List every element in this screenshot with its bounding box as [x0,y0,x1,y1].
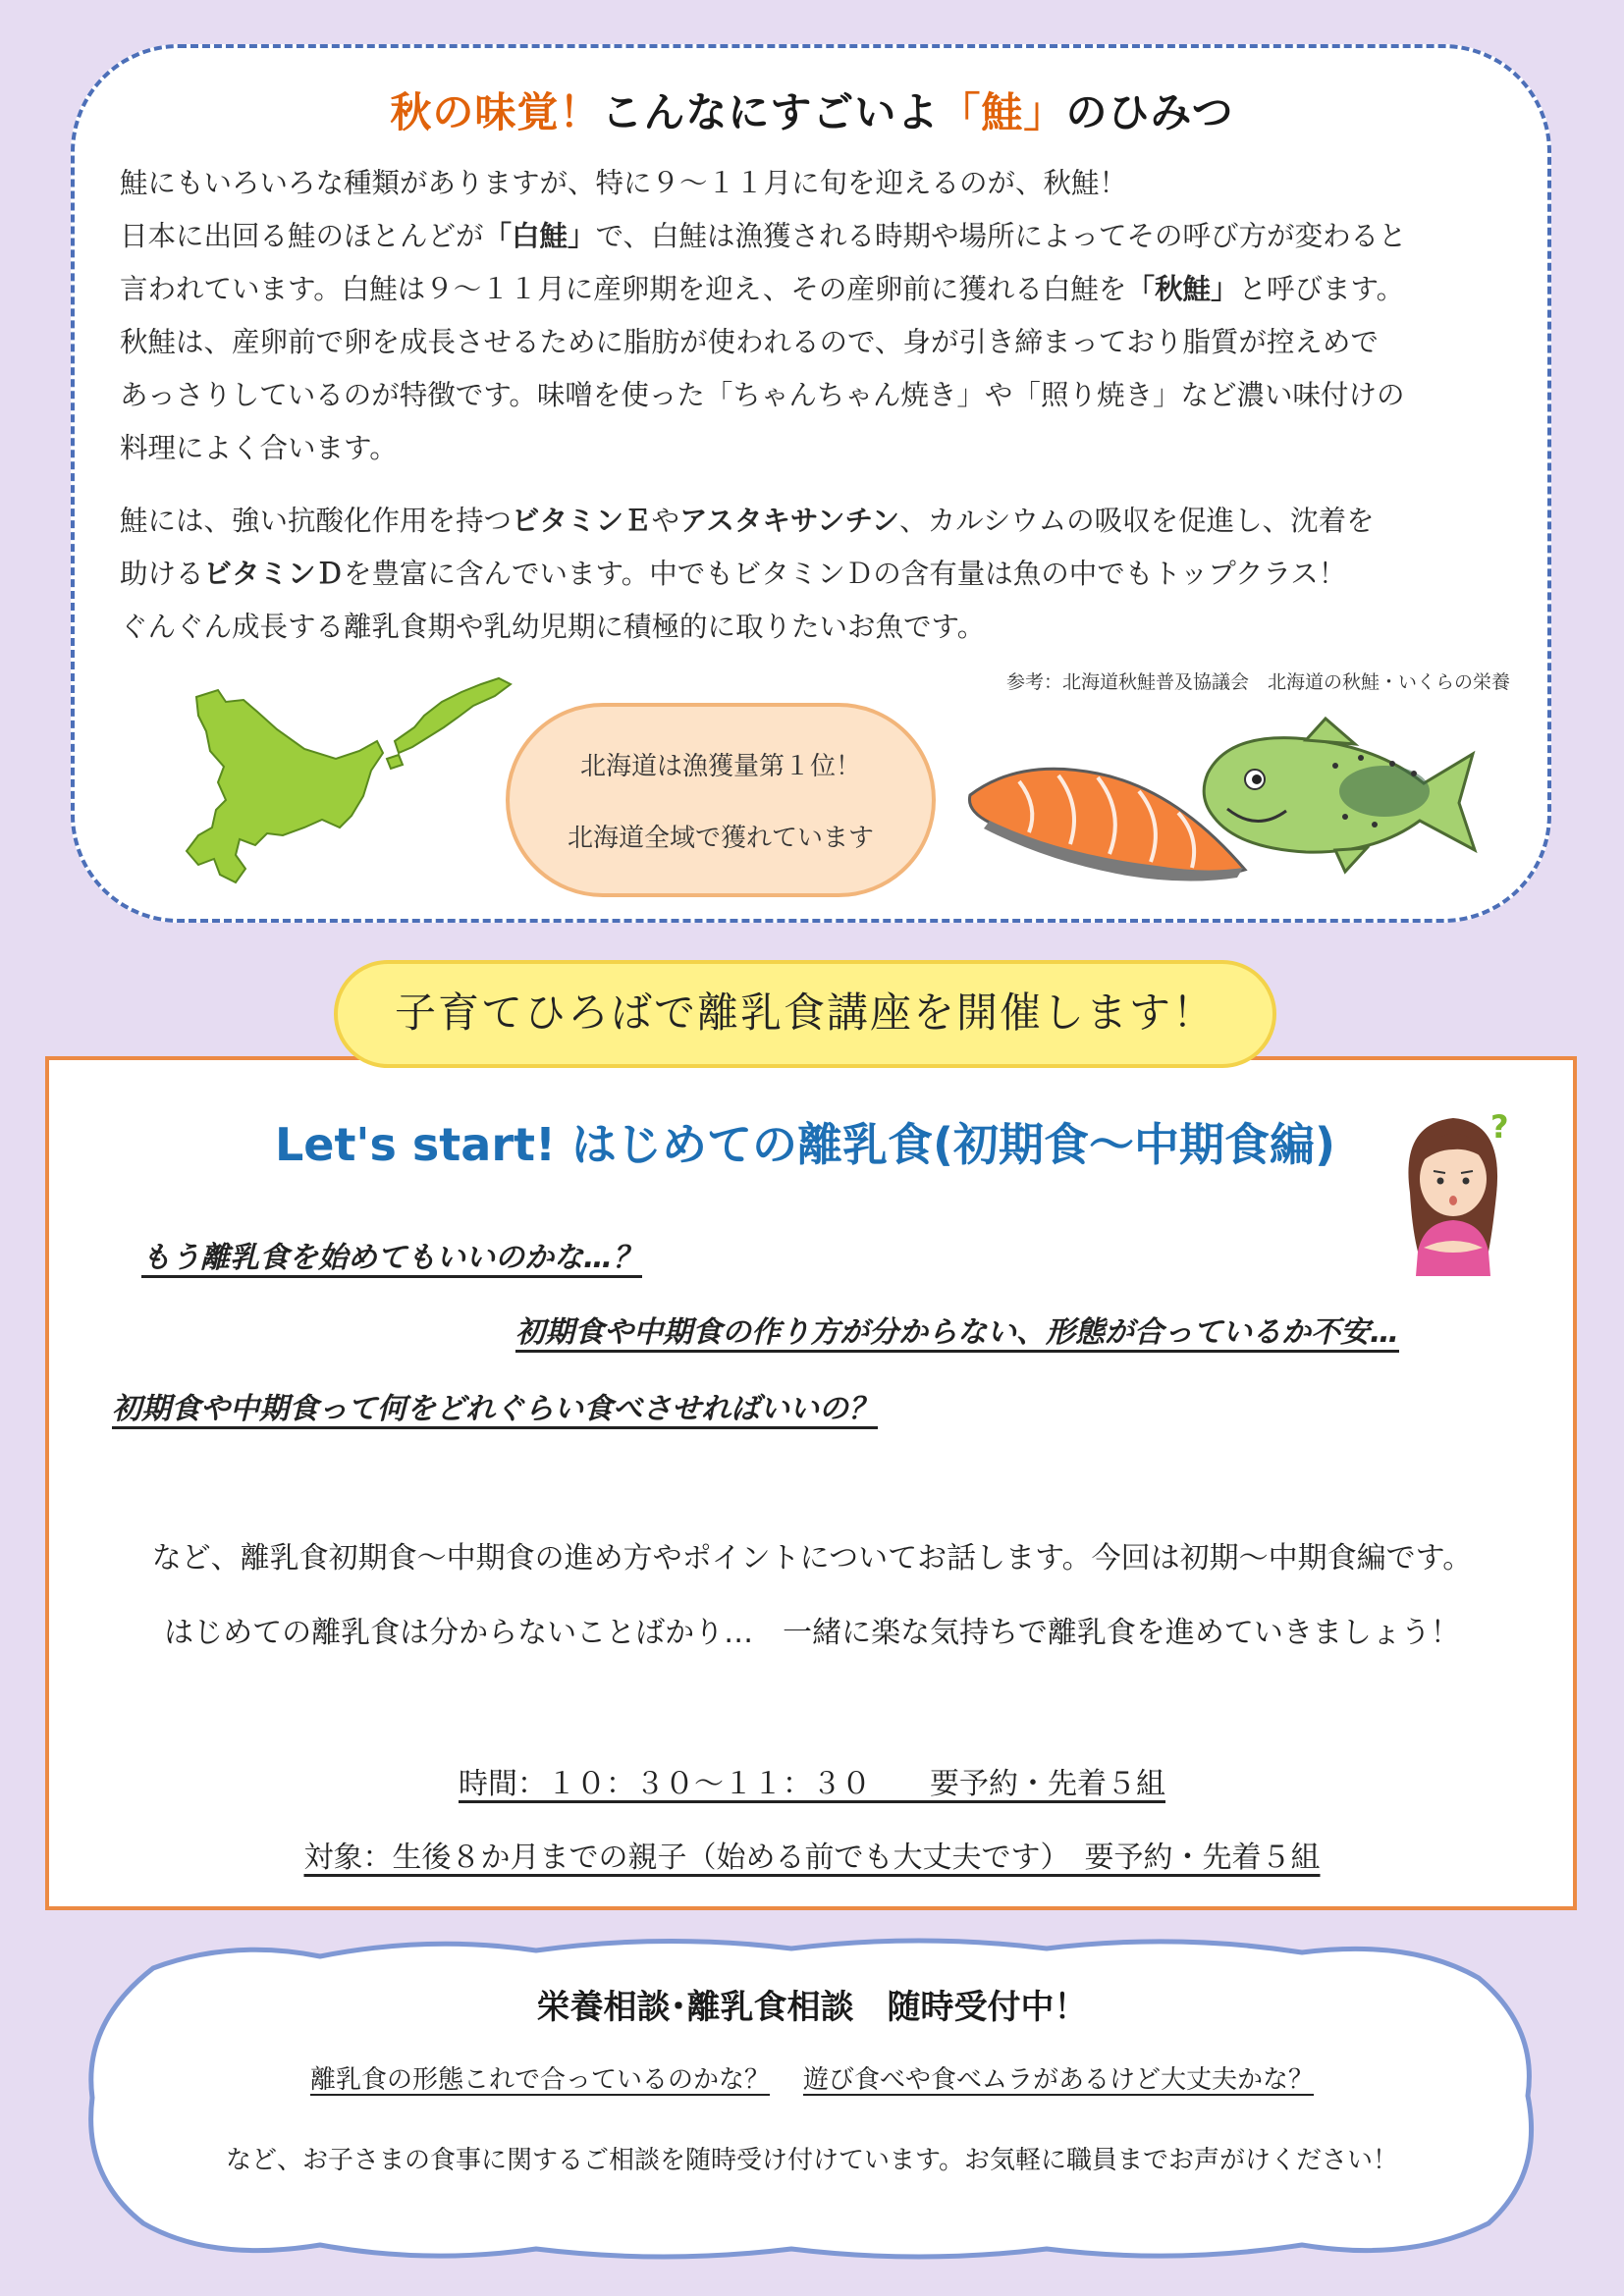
salmon-p2-line2b: ビタミンＤ [203,558,345,590]
hokkaido-map-icon [167,672,520,898]
salmon-p2-line1a: 鮭には、強い抗酸化作用を持つ [120,505,513,537]
class-target-text: 対象：生後８か月までの親子（始める前でも大丈夫です） 要予約・先着５組 [303,1841,1321,1875]
salmon-p1-line3a: 言われています。白鮭は９～１１月に産卵期を迎え、その産卵前に獲れる白鮭を [120,273,1127,305]
salmon-title-part3: 「鮭」 [939,88,1066,136]
class-description-1: など、離乳食初期食～中期食の進め方やポイントについてお話します。今回は初期～中期食編です。 [151,1541,1473,1575]
callout-line-1: 北海道は漁獲量第１位！ [579,752,861,781]
salmon-p2-line3: ぐんぐん成長する離乳食期や乳幼児期に積極的に取りたいお魚です。 [120,611,986,643]
consultation-question-1: 離乳食の形態これで合っているのかな？ [309,2065,770,2095]
question-1: もう離乳食を始めてもいいのかな…？ [141,1241,642,1275]
worried-woman-icon [1394,1104,1512,1276]
salmon-p1-line5: あっさりしているのが特徴です。味噌を使った「ちゃんちゃん焼き」や「照り焼き」など濃い味付けの [120,379,1405,411]
class-time [0,1759,1624,1802]
salmon-p1-line3b: 「秋鮭」 [1126,273,1239,305]
salmon-p2-line2c: を豊富に含んでいます。中でもビタミンＤの含有量は魚の中でもトップクラス！ [344,558,1347,590]
question-3: 初期食や中期食って何をどれぐらい食べさせればいいの？ [112,1392,878,1426]
salmon-body [120,157,1514,654]
salmon-p2-line1d: アスタキサンチン [679,505,900,537]
class-time-text: 時間：１０：３０～１１：３０ 要予約・先着５組 [459,1767,1165,1801]
salmon-p1-line2a: 日本に出回る鮭のほとんどが [120,220,484,252]
salmon-title-part2: こんなにすごいよ [601,88,940,136]
class-description-2: はじめての離乳食は分からないことばかり… 一緒に楽な気持ちで離乳食を進めていきましょう！ [164,1616,1460,1650]
hokkaido-callout [506,703,936,897]
consultation-title: 栄養相談･離乳食相談 随時受付中！ [536,1988,1088,2027]
salmon-p2-line2a: 助ける [120,558,204,590]
salmon-title-part1: 秋の味覚！ [390,88,602,136]
salmon-p2-line1e: 、カルシウムの吸収を促進し、沈着を [899,505,1375,537]
salmon-p1-line2b: 「白鮭」 [483,220,596,252]
salmon-fish-icon [1188,715,1483,877]
salmon-p1-line2c: で、白鮭は漁獲される時期や場所によってその呼び方が変わると [595,220,1407,252]
consultation-question-2: 遊び食べや食べムラがあるけど大丈夫かな？ [803,2065,1315,2095]
salmon-title-part4: のひみつ [1065,88,1234,136]
salmon-p1-line1: 鮭にもいろいろな種類がありますが、特に９～１１月に旬を迎えるのが、秋鮭！ [120,167,1128,199]
class-banner: 子育てひろばで離乳食講座を開催します！ [334,960,1276,1068]
reference-note: 参考：北海道秋鮭普及協議会 北海道の秋鮭・いくらの栄養 [1005,671,1510,693]
consultation-note: など、お子さまの食事に関するご相談を随時受け付けています。お気軽に職員までお声がけください！ [226,2146,1398,2175]
salmon-p2-line1b: ビタミンＥ [512,505,652,537]
salmon-p1-line6: 料理によく合います。 [120,432,398,464]
salmon-title [0,80,1624,139]
salmon-p1-line4: 秋鮭は、産卵前で卵を成長させるために脂肪が使われるので、身が引き締まっており脂質が控えめで [120,326,1379,358]
svg-text:?: ? [1490,1108,1509,1146]
salmon-p2-line1c: や [651,505,680,537]
class-target [0,1833,1624,1876]
salmon-paragraph-1 [120,157,1514,475]
question-2: 初期食や中期食の作り方が分からない、形態が合っているか不安… [515,1315,1399,1350]
consultation-questions [0,2059,1624,2096]
callout-line-2: 北海道全域で獲れています [567,824,874,853]
salmon-p1-line3c: と呼びます。 [1238,273,1405,305]
salmon-paragraph-2 [120,495,1514,654]
class-title: Let's start! はじめての離乳食(初期食～中期食編) [274,1118,1336,1171]
